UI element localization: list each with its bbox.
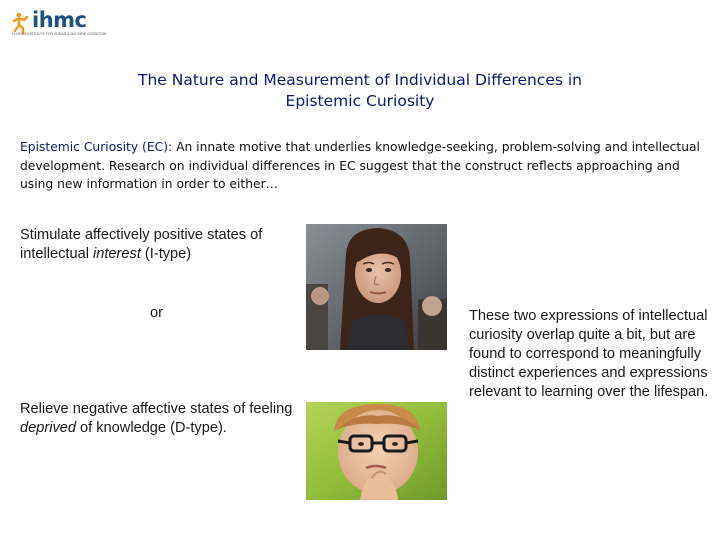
- i-type-text-start: Stimulate affectively positive states of intellectual: [20, 227, 263, 262]
- or-text: or: [150, 305, 163, 321]
- d-type-text-end: of knowledge (D-type).: [75, 420, 227, 436]
- logo-tagline: FLORIDA INSTITUTE FOR HUMAN & MACHINE COGNITION: [12, 32, 107, 36]
- i-type-emphasis: interest: [93, 246, 141, 262]
- summary-text: These two expressions of intellectual curiosity overlap quite a bit, but are found to correspond to meaningfully distinct experiences and expressions relevant to learning over the lifespan.: [469, 308, 709, 400]
- woman-photo-illustration: [306, 224, 447, 350]
- d-type-emphasis: deprived: [20, 420, 76, 436]
- definition-term: Epistemic Curiosity (EC): [20, 140, 169, 154]
- d-type-text: [20, 400, 310, 438]
- i-type-text-end: (I-type): [140, 246, 192, 262]
- slide-title: [0, 70, 720, 112]
- i-type-text: [20, 226, 310, 264]
- d-type-text-start: Relieve negative affective states of feeling: [20, 401, 293, 417]
- title-line-1: The Nature and Measurement of Individual Differences in: [138, 71, 582, 89]
- ihmc-logo: [10, 10, 120, 40]
- boy-photo-illustration: [306, 402, 447, 500]
- boy-photo: [306, 402, 447, 500]
- title-line-2: Epistemic Curiosity: [285, 92, 435, 110]
- definition-text: : An innate motive that underlies knowledge-seeking, problem-solving and intellectual development. Research on individual differences in EC suggest that the construct reflects approaching and using new information in order to either…: [20, 140, 700, 191]
- definition-paragraph: [20, 138, 710, 194]
- woman-photo: [306, 224, 447, 350]
- running-figure-icon: [10, 12, 32, 34]
- logo-wordmark: ihmc: [32, 8, 87, 32]
